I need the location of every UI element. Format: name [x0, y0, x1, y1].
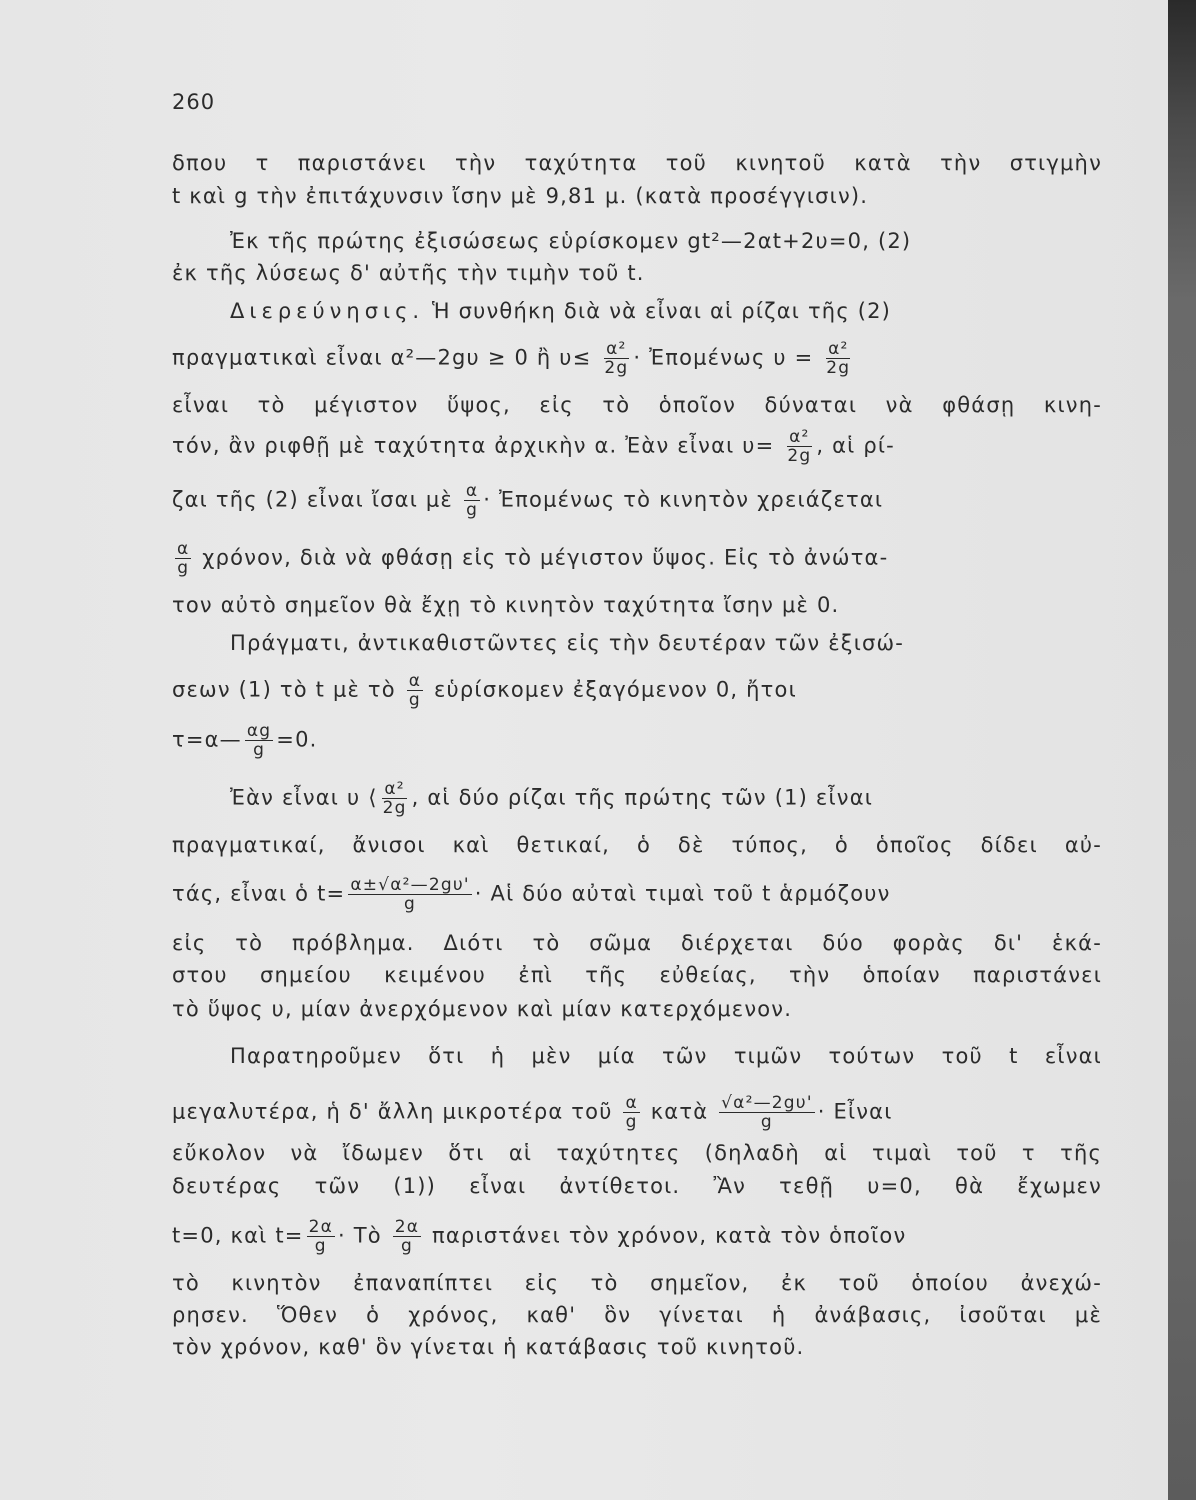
- fraction: [245, 722, 273, 759]
- fraction: [348, 876, 471, 913]
- text-line: τὸν χρόνον, καθ' ὃν γίνεται ἡ κατάβασις τοῦ κινητοῦ.: [172, 1335, 805, 1359]
- text-span: ζαι τῆς (2) εἶναι ἴσαι μὲ: [172, 487, 453, 512]
- numerator: 2α: [394, 1217, 420, 1237]
- denominator: g: [625, 1112, 638, 1132]
- text-line: Πράγματι, ἀντικαθιστῶντες εἰς τὴν δευτέραν τῶν ἐξισώ-: [230, 631, 905, 655]
- denominator: g: [314, 1236, 327, 1256]
- text-line: ἐκ τῆς λύσεως δ' αὐτῆς τὴν τιμὴν τοῦ t.: [172, 261, 645, 285]
- fraction: [175, 540, 191, 577]
- denominator: 2g: [826, 358, 851, 378]
- numerator: α²: [606, 339, 627, 359]
- numerator: α²: [384, 779, 405, 799]
- text-line: [172, 1218, 1102, 1255]
- fraction: [393, 1218, 421, 1255]
- text-line: [172, 540, 1102, 577]
- text-line: [230, 780, 1102, 817]
- numerator: √α²—2gυ': [721, 1093, 813, 1113]
- numerator: 2α: [308, 1217, 334, 1237]
- text-span: Ἡ συνθήκη διὰ νὰ εἶναι αἱ ρίζαι τῆς (2): [424, 299, 892, 323]
- text-line: ρησεν. Ὅθεν ὁ χρόνος, καθ' ὃν γίνεται ἡ ἀνάβασις, ἰσοῦται μὲ: [172, 1303, 1102, 1327]
- section-heading: Διερεύνησις.: [230, 299, 425, 323]
- text-line: στου σημείου κειμένου ἐπὶ τῆς εὐθείας, τὴν ὁποίαν παριστάνει: [172, 963, 1102, 987]
- text-line: τὸ ὕψος υ, μίαν ἀνερχόμενον καὶ μίαν κατερχόμενον.: [172, 997, 793, 1021]
- text-span: · Εἶναι: [817, 1099, 893, 1124]
- text-span: πραγματικαὶ εἶναι α²—2gυ ≥ 0 ἢ υ≤: [172, 345, 592, 370]
- denominator: g: [400, 1236, 413, 1256]
- fraction: [719, 1094, 815, 1131]
- fraction: [785, 428, 813, 465]
- text-line: Παρατηροῦμεν ὅτι ἡ μὲν μία τῶν τιμῶν τούτων τοῦ t εἶναι: [230, 1044, 1102, 1068]
- text-span: τάς, εἶναι ὁ t=: [172, 881, 346, 906]
- text-span: Ἐὰν εἶναι υ ⟨: [230, 785, 378, 810]
- text-line: εἰς τὸ πρόβλημα. Διότι τὸ σῶμα διέρχεται δύο φορὰς δι' ἑκά-: [172, 931, 1102, 955]
- text-line: δευτέρας τῶν (1)) εἶναι ἀντίθετοι. Ἂν τεθῇ υ=0, θὰ ἔχωμεν: [172, 1174, 1102, 1198]
- text-span: · Ἐπομένως τὸ κινητὸν χρειάζεται: [483, 487, 884, 512]
- text-line: πραγματικαί, ἄνισοι καὶ θετικαί, ὁ δὲ τύπος, ὁ ὁποῖος δίδει αὐ-: [172, 833, 1102, 857]
- denominator: g: [404, 894, 417, 914]
- text-span: t=0, καὶ t=: [172, 1223, 304, 1248]
- denominator: g: [177, 558, 190, 578]
- denominator: g: [253, 740, 266, 760]
- page-edge-shadow: [1168, 0, 1196, 1500]
- text-span: · Τὸ: [338, 1223, 382, 1248]
- fraction: [824, 340, 852, 377]
- numerator: α: [177, 539, 190, 559]
- text-span: κατὰ: [642, 1099, 709, 1124]
- text-line: [172, 340, 1102, 377]
- text-line: [172, 1094, 1102, 1131]
- denominator: 2g: [604, 358, 629, 378]
- fraction: [407, 672, 423, 709]
- numerator: α²: [789, 427, 810, 447]
- text-span: τ=α—: [172, 727, 242, 752]
- text-line: τον αὐτὸ σημεῖον θὰ ἔχῃ τὸ κινητὸν ταχύτητα ἴσην μὲ 0.: [172, 593, 840, 617]
- text-span: σεων (1) τὸ t μὲ τὸ: [172, 677, 396, 702]
- text-line: εἶναι τὸ μέγιστον ὕψος, εἰς τὸ ὁποῖον δύναται νὰ φθάσῃ κινη-: [172, 393, 1102, 417]
- text-line: t καὶ g τὴν ἐπιτάχυνσιν ἴσην μὲ 9,81 μ. (κατὰ προσέγγισιν).: [172, 184, 869, 208]
- fraction: [464, 482, 480, 519]
- text-span: παριστάνει τὸν χρόνον, κατὰ τὸν ὁποῖον: [424, 1223, 907, 1248]
- text-span: εὑρίσκομεν ἐξαγόμενον 0, ἤτοι: [426, 677, 797, 702]
- text-span: =0.: [276, 727, 318, 752]
- fraction: [307, 1218, 335, 1255]
- text-line: [172, 722, 1102, 759]
- text-line: εὔκολον νὰ ἴδωμεν ὅτι αἱ ταχύτητες (δηλαδὴ αἱ τιμαὶ τοῦ τ τῆς: [172, 1141, 1102, 1165]
- numerator: αg: [246, 721, 272, 741]
- denominator: g: [466, 500, 479, 520]
- numerator: α²: [828, 339, 849, 359]
- fraction: [623, 1094, 639, 1131]
- text-line: [172, 482, 1102, 519]
- text-span: μεγαλυτέρα, ἡ δ' ἄλλη μικροτέρα τοῦ: [172, 1099, 613, 1124]
- text-span: χρόνον, διὰ νὰ φθάσῃ εἰς τὸ μέγιστον ὕψος. Εἰς τὸ ἀνώτα-: [194, 545, 889, 570]
- denominator: g: [408, 690, 421, 710]
- text-span: , αἱ δύο ρίζαι τῆς πρώτης τῶν (1) εἶναι: [411, 785, 874, 810]
- denominator: 2g: [382, 798, 407, 818]
- text-line: Ἐκ τῆς πρώτης ἐξισώσεως εὑρίσκομεν gt²—2αt+2υ=0, (2): [230, 229, 912, 253]
- text-line: δπου τ παριστάνει τὴν ταχύτητα τοῦ κινητοῦ κατὰ τὴν στιγμὴν: [172, 151, 1102, 175]
- text-line: [230, 298, 1102, 324]
- text-span: · Ἐπομένως υ =: [633, 345, 814, 370]
- text-line: [172, 428, 1102, 465]
- text-line: τὸ κινητὸν ἐπαναπίπτει εἰς τὸ σημεῖον, ἐκ τοῦ ὁποίου ἀνεχώ-: [172, 1271, 1102, 1295]
- numerator: α: [465, 481, 479, 501]
- text-line: [172, 876, 1102, 913]
- numerator: α±√α²—2gυ': [350, 875, 470, 895]
- numerator: α: [408, 671, 422, 691]
- text-span: · Αἱ δύο αὐταὶ τιμαὶ τοῦ t ἁρμόζουν: [474, 881, 891, 906]
- fraction: [602, 340, 630, 377]
- text-span: τόν, ἂν ριφθῇ μὲ ταχύτητα ἀρχικὴν α. Ἐὰν εἶναι υ=: [172, 433, 775, 458]
- page-number: 260: [172, 90, 216, 114]
- numerator: α: [625, 1093, 638, 1113]
- text-line: [172, 672, 1102, 709]
- denominator: 2g: [787, 446, 812, 466]
- fraction: [381, 780, 409, 817]
- denominator: g: [760, 1112, 773, 1132]
- text-span: , αἱ ρί-: [816, 433, 895, 458]
